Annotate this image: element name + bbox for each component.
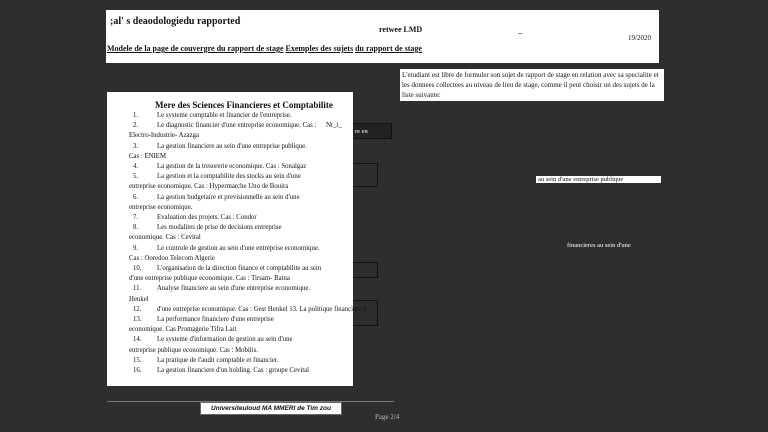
right-text-strip: financieres au sein d'une <box>567 242 631 249</box>
list-item <box>129 326 236 334</box>
list-item-text: La gestion de la tresorerie economique. Cas : Sonalgaz <box>157 163 307 170</box>
list-item-number: 12. <box>133 305 142 313</box>
list-item-text: d'une entreprise economique. Cas : Gest Henkel 13. La politique financiere d <box>157 305 367 313</box>
subject-examples-link[interactable]: Exemples des sujets <box>285 44 354 53</box>
list-item <box>133 336 293 344</box>
list-item-text: La gestion financiere d'un holding. Cas : groupe Cevital <box>157 367 310 374</box>
overlap-text: re en <box>355 128 368 135</box>
list-item-number: 4. <box>133 163 139 170</box>
list-item-text: Les modalites de prise de decisions entreprise <box>157 224 282 232</box>
list-item <box>133 143 307 151</box>
background-box <box>352 163 378 187</box>
header-right-label: retwee LMD <box>379 25 423 34</box>
header-date: 19/2020 <box>628 34 651 42</box>
list-item <box>129 204 192 212</box>
list-item <box>133 245 320 253</box>
list-item-text: Le controle de gestion au sein d'une entreprise economique. <box>157 244 320 252</box>
list-item-text: Henkel <box>129 295 149 303</box>
list-item <box>133 112 292 120</box>
list-item-number: 16. <box>133 367 142 374</box>
intro-paragraph: L'etudiant est libre de formuler son sujet de rapport de stage en relation avec sa specialite et les donnees collectees au niveau de lieu de stage, comme il peut choisir un des sujets de la liste suivante: <box>400 69 664 101</box>
list-item-text: entreprise economique. Cas : Hypermarche Uno de Bouira <box>129 183 289 191</box>
list-item <box>133 357 278 365</box>
cover-page-model-link[interactable]: Modele de la page de couvergre du rapport de stage <box>107 44 284 53</box>
list-item-text: economique. Cas : Cevital <box>129 234 201 242</box>
header-links <box>107 44 422 53</box>
list-item-text: Analyse financiere au sein d'une entreprise economique. <box>157 285 311 293</box>
list-item-text: Evaluation des projets. Cas : Condor <box>157 214 257 221</box>
list-item-text: d'une entreprise publique economique. Cas : Tirsam- Batna <box>129 275 290 283</box>
list-item-text: Electro-Industrie- Azazga <box>129 132 200 140</box>
list-item <box>133 306 366 314</box>
list-item-number: 3. <box>133 142 139 150</box>
list-item <box>133 122 316 130</box>
list-item-number: 5. <box>133 173 139 181</box>
list-item <box>133 224 282 232</box>
header-title: ;al' s deaodologiedu rapported <box>110 16 241 27</box>
list-item <box>129 255 215 263</box>
footer-university: Universiteuloud MA MMERI de Tim zou <box>200 402 342 415</box>
list-item-number: 7. <box>133 214 139 221</box>
list-item <box>133 285 310 293</box>
list-item-number: 10. <box>133 265 142 272</box>
list-item-text: economique. Cas Promagerie Tifra Lait <box>129 326 237 334</box>
list-item <box>133 367 309 375</box>
list-item <box>133 316 274 324</box>
list-item <box>129 183 288 191</box>
list-item <box>133 163 306 171</box>
list-item <box>133 194 300 202</box>
list-item-number: 6. <box>133 193 139 201</box>
background-box <box>352 262 378 278</box>
list-item-number: 15. <box>133 356 142 364</box>
list-item <box>133 265 321 273</box>
list-item <box>129 275 290 283</box>
list-item <box>133 214 257 222</box>
list-item-text: Le systeme d'information de gestion au sein d'une <box>157 336 293 344</box>
list-item-text: Cas : Ooredoo Telecom Algerie <box>129 254 215 262</box>
page-number: Page 2/4 <box>375 413 400 421</box>
list-item-text: entreprise economique. <box>129 203 193 211</box>
list-item <box>129 153 166 161</box>
overlap-text: Nt_i_ <box>326 121 342 129</box>
list-item-text: La gestion financiere au sein d'une entreprise publique. <box>157 142 307 150</box>
list-item-text: La pratique de l'audit comptable et financier. <box>157 356 279 364</box>
list-item-text: Le diagnostic financier d'une entreprise economique. Cas : <box>157 122 317 130</box>
list-item-number: 8. <box>133 224 139 232</box>
list-item-number: 14. <box>133 336 142 344</box>
list-item <box>129 296 149 304</box>
list-item-number: 11. <box>133 285 142 293</box>
list-item-text: entreprise publique economique. Cas : Mobilis. <box>129 346 258 354</box>
list-item-text: La performance financiere d'une entreprise <box>157 316 274 323</box>
list-item-number: 9. <box>133 244 139 252</box>
list-item-text: Cas : ENIEM <box>129 152 167 160</box>
report-link[interactable]: du rapport de stage <box>355 44 422 53</box>
list-item <box>129 347 258 355</box>
list-item <box>129 132 199 140</box>
list-item-number: 2. <box>133 122 139 130</box>
list-item-text: La gestion budgetaire et previsionnelle au sein d'une <box>157 193 300 201</box>
list-item-number: 1. <box>133 112 139 119</box>
header-dash: – <box>518 28 523 38</box>
list-item-text: L'organisation de la direction finance et comptabilite au sein <box>157 265 322 272</box>
list-item-number: 13. <box>133 316 142 323</box>
list-item-text: La gestion et la comptabilite des stocks au sein d'une <box>157 173 301 181</box>
list-item <box>129 234 201 242</box>
right-text-strip: au sein d'une entreprise publique <box>536 176 661 183</box>
list-item-text: Le systeme comptable et financier de l'entreprise. <box>157 112 292 119</box>
list-item <box>133 173 301 181</box>
page-title: Mere des Sciences Financieres et Comptabilite <box>155 100 333 110</box>
